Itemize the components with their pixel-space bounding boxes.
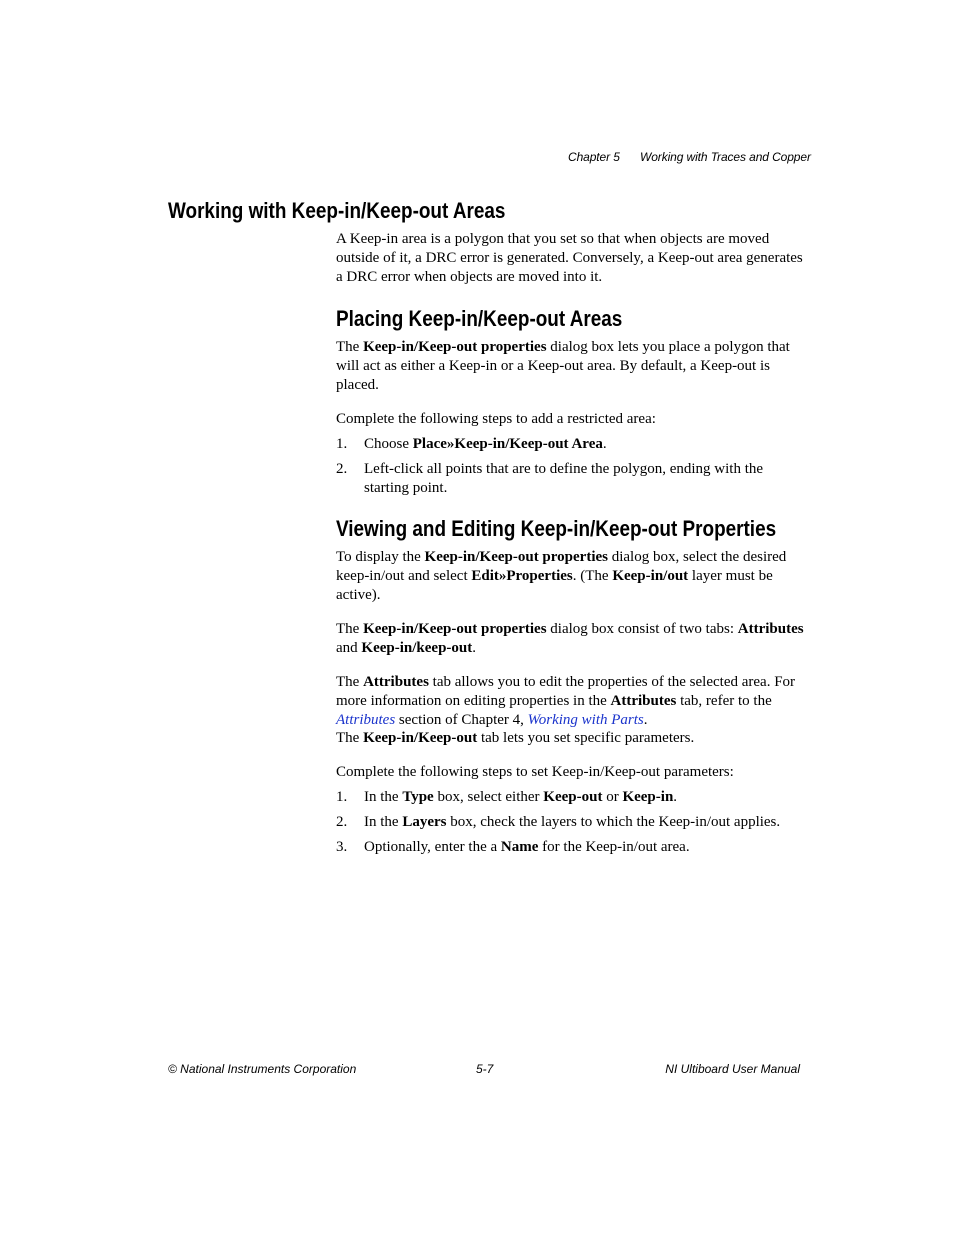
step-text: Left-click all points that are to define the polygon, ending with the starting point. (364, 461, 764, 496)
viewing-lead: Complete the following steps to set Keep-in/Keep-out parameters: (336, 764, 734, 780)
viewing-paragraph-4: The Keep-in/Keep-out tab lets you set specific parameters. (336, 730, 695, 746)
footer-copyright: © National Instruments Corporation (168, 1062, 357, 1076)
section-heading: Working with Keep-in/Keep-out Areas (168, 198, 506, 223)
attributes-link[interactable]: Attributes (336, 711, 396, 728)
step-text: In the Layers box, check the layers to which the Keep-in/out applies. (364, 814, 781, 830)
working-with-parts-link[interactable]: Working with Parts (527, 711, 644, 728)
step-number: 2. (336, 461, 348, 477)
step-number: 1. (336, 789, 348, 805)
viewing-paragraph-2: The Keep-in/Keep-out properties dialog box consist of two tabs: Attributes and Keep-in/keep-out. (336, 621, 804, 656)
viewing-paragraph-1: To display the Keep-in/Keep-out properties dialog box, select the desired keep-in/out and select Edit»Properties. (The Keep-in/out layer must be active). (336, 549, 787, 603)
viewing-heading: Viewing and Editing Keep-in/Keep-out Properties (336, 516, 777, 541)
step-text: Choose Place»Keep-in/Keep-out Area. (364, 436, 607, 452)
step-number: 3. (336, 839, 348, 855)
placing-lead: Complete the following steps to add a restricted area: (336, 411, 656, 427)
viewing-paragraph-3: The Attributes tab allows you to edit the properties of the selected area. For more information on editing properties in the Attributes tab, refer to the Attributes section of Chapter 4, Working with Parts. (336, 674, 796, 728)
step-number: 2. (336, 814, 348, 830)
footer-page-number: 5-7 (476, 1062, 494, 1076)
placing-heading: Placing Keep-in/Keep-out Areas (336, 306, 623, 331)
step-number: 1. (336, 436, 348, 452)
footer-manual-title: NI Ultiboard User Manual (665, 1062, 800, 1076)
section-intro (336, 230, 804, 286)
running-head-chapter: Chapter 5 (568, 150, 620, 164)
step-text: Optionally, enter the a Name for the Keep-in/out area. (364, 839, 690, 855)
step-text: In the Type box, select either Keep-out or Keep-in. (364, 789, 678, 805)
running-head-title: Working with Traces and Copper (640, 150, 811, 164)
intro-paragraph: A Keep-in area is a polygon that you set so that when objects are moved outside of it, a DRC error is generated. Conversely, a Keep-out area generates a DRC error when objects are moved into it. (336, 231, 803, 285)
placing-paragraph: The Keep-in/Keep-out properties dialog box lets you place a polygon that will act as either a Keep-in or a Keep-out area. By default, a Keep-out is placed. (336, 339, 790, 393)
